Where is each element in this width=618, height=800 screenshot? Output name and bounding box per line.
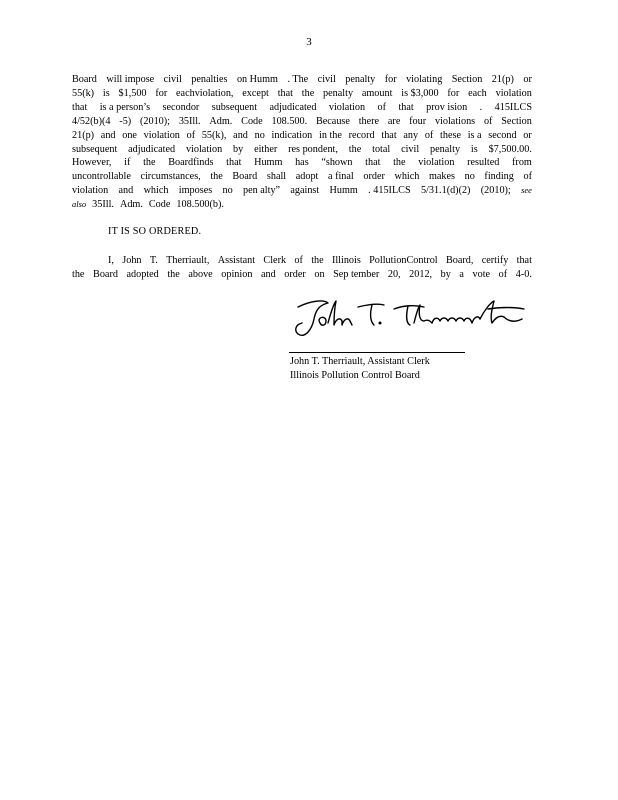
word: is [102, 87, 110, 99]
word: res pondent, [288, 143, 338, 155]
word: no [254, 129, 265, 141]
word: Sep tember [333, 268, 380, 280]
word: second [488, 129, 517, 141]
word: shall [266, 171, 287, 183]
word: violation [143, 129, 180, 141]
word: opinion [221, 268, 253, 280]
word: order [363, 171, 385, 183]
word: . 415ILCS [368, 185, 411, 197]
word: of [377, 101, 387, 113]
word: adjudicated [269, 101, 317, 113]
text-line [72, 115, 532, 129]
word: civil [401, 143, 420, 155]
word: see [521, 185, 532, 196]
word: Illinois [331, 255, 361, 266]
word: that [72, 101, 88, 113]
word: Board, [445, 255, 474, 266]
word: 55(k), [201, 129, 227, 141]
word: violation [185, 143, 223, 155]
word: penalties [191, 74, 228, 85]
word: no [464, 171, 475, 183]
word: Clerk [263, 255, 287, 266]
text-line [72, 129, 532, 143]
word: one [122, 129, 137, 141]
word: of [483, 115, 493, 127]
word: Section [501, 115, 532, 127]
word: violation [72, 185, 109, 197]
word: from [512, 157, 532, 169]
text-line [72, 254, 532, 268]
text-line [72, 170, 532, 184]
word: a final [328, 171, 354, 183]
word: there [358, 115, 380, 127]
word: penalty [323, 87, 354, 99]
word: above [188, 268, 213, 280]
word: record [348, 129, 375, 141]
word: of [186, 129, 196, 141]
word: indication [271, 129, 313, 141]
word: (2010); [480, 185, 511, 197]
word: any [403, 129, 419, 141]
penalty-paragraph [72, 73, 532, 212]
word: circumstances, [140, 171, 201, 183]
word: violation [328, 101, 366, 113]
word: penalty [430, 143, 461, 155]
word: and [118, 185, 134, 197]
word: the [311, 255, 324, 266]
text-line [72, 156, 532, 170]
text-line [72, 184, 532, 198]
word: except [242, 87, 269, 99]
word: amount [361, 87, 393, 99]
word: which [394, 171, 420, 183]
word: the [348, 143, 362, 155]
word: 21(p) [72, 129, 95, 141]
word: violation [418, 157, 455, 169]
certification-paragraph [72, 254, 532, 282]
signer-name-title: John T. Therriault, Assistant Clerk [290, 356, 430, 367]
word: also [72, 199, 87, 210]
word: violating [406, 74, 443, 85]
word: However, [72, 157, 112, 169]
word: 5/31.1(d)(2) [420, 185, 471, 197]
text-line [72, 198, 532, 212]
word: 35Ill. [178, 115, 201, 127]
word: Boardfinds [168, 157, 214, 169]
word: . [479, 101, 483, 113]
word: Board [72, 74, 97, 85]
word: and [261, 268, 276, 280]
text-line [72, 143, 532, 157]
word: for [447, 87, 460, 99]
word: for [384, 74, 397, 85]
word: 35Ill. [92, 199, 114, 211]
word: is $3,000 [401, 87, 439, 99]
word: that [277, 87, 293, 99]
word: Assistant [217, 255, 256, 266]
word: adjudicated [128, 143, 176, 155]
word: 2012, [409, 268, 433, 280]
word: that [381, 129, 397, 141]
word: Humm [254, 157, 283, 169]
word: secondor [162, 101, 200, 113]
word: of [523, 171, 532, 183]
word: Adm. [209, 115, 233, 127]
word: Board [93, 268, 118, 280]
word: order [284, 268, 306, 280]
word: by [233, 143, 244, 155]
page-number: 3 [306, 36, 312, 48]
handwritten-signature [290, 293, 530, 343]
word: is [470, 143, 478, 155]
text-line [72, 268, 532, 282]
word: penalty [345, 74, 376, 85]
word: civil [163, 74, 182, 85]
word: total [372, 143, 391, 155]
word: finding [484, 171, 514, 183]
word: are [387, 115, 401, 127]
word: these [440, 129, 461, 141]
word: which [143, 185, 169, 197]
word: Humm [329, 185, 358, 197]
text-line [72, 87, 532, 101]
word: vote [472, 268, 491, 280]
signer-organization: Illinois Pollution Control Board [290, 370, 420, 381]
word: that [516, 255, 532, 266]
word: Adm. [119, 199, 143, 211]
word: has [295, 157, 309, 169]
word: “shown [321, 157, 353, 169]
text-line [72, 73, 532, 87]
word: is a person’s [99, 101, 151, 113]
word: subsequent [72, 143, 118, 155]
word: adopted [126, 268, 159, 280]
word: resulted [467, 157, 500, 169]
word: certify [481, 255, 509, 266]
word: the [143, 157, 156, 169]
word: by [440, 268, 451, 280]
word: (2010); [140, 115, 170, 127]
word: 4-0. [515, 268, 532, 280]
word: if [124, 157, 131, 169]
word: no [222, 185, 233, 197]
word: or [523, 129, 532, 141]
word: Board [232, 171, 258, 183]
word: each [468, 87, 487, 99]
word: Code [148, 199, 171, 211]
word: John [122, 255, 142, 266]
text-line [72, 101, 532, 115]
word: of [498, 268, 508, 280]
word: that [226, 157, 242, 169]
word: the [72, 268, 85, 280]
word: the [301, 87, 315, 99]
word: the [167, 268, 180, 280]
word: Code [241, 115, 263, 127]
word: I, [108, 255, 114, 266]
word: PollutionControl [369, 255, 438, 266]
word: of [424, 129, 434, 141]
signer-block [290, 355, 430, 383]
word: and [233, 129, 248, 141]
word: . The [287, 74, 309, 85]
word: eachviolation, [176, 87, 234, 99]
word: makes [428, 171, 456, 183]
word: Therriault, [166, 255, 210, 266]
word: 108.500(b). [176, 199, 224, 211]
word: a [459, 268, 464, 280]
word: Because [315, 115, 350, 127]
word: 55(k) [72, 87, 95, 99]
word: subsequent [211, 101, 258, 113]
word: uncontrollable [72, 171, 131, 183]
word: violations [434, 115, 476, 127]
signature-line [289, 352, 465, 353]
word: Section [451, 74, 483, 85]
word: against [290, 185, 320, 197]
word: and [100, 129, 116, 141]
word: in the [318, 129, 342, 141]
word: on Humm [236, 74, 278, 85]
word: 108.500. [271, 115, 308, 127]
word: $7,500.00. [488, 143, 532, 155]
word: adopt [295, 171, 319, 183]
word: prov ision [426, 101, 468, 113]
word: is a [467, 129, 482, 141]
word: the [210, 171, 223, 183]
word: civil [317, 74, 336, 85]
word: pen alty” [243, 185, 281, 197]
word: 21(p) [491, 74, 514, 85]
word: the [393, 157, 406, 169]
word: $1,500 [118, 87, 147, 99]
so-ordered-line: IT IS SO ORDERED. [108, 226, 202, 237]
word: 4/52(b)(4 [72, 115, 111, 127]
word: that [398, 101, 414, 113]
word: or [523, 74, 532, 85]
word: for [155, 87, 168, 99]
word: of [294, 255, 303, 266]
word: will impose [106, 74, 155, 85]
word: 20, [387, 268, 401, 280]
word: either [254, 143, 278, 155]
word: T. [149, 255, 158, 266]
word: on [314, 268, 325, 280]
word: -5) [119, 115, 132, 127]
word: four [409, 115, 427, 127]
word: imposes [178, 185, 213, 197]
word: violation [495, 87, 532, 99]
word: that [365, 157, 381, 169]
word: 415ILCS [494, 101, 532, 113]
